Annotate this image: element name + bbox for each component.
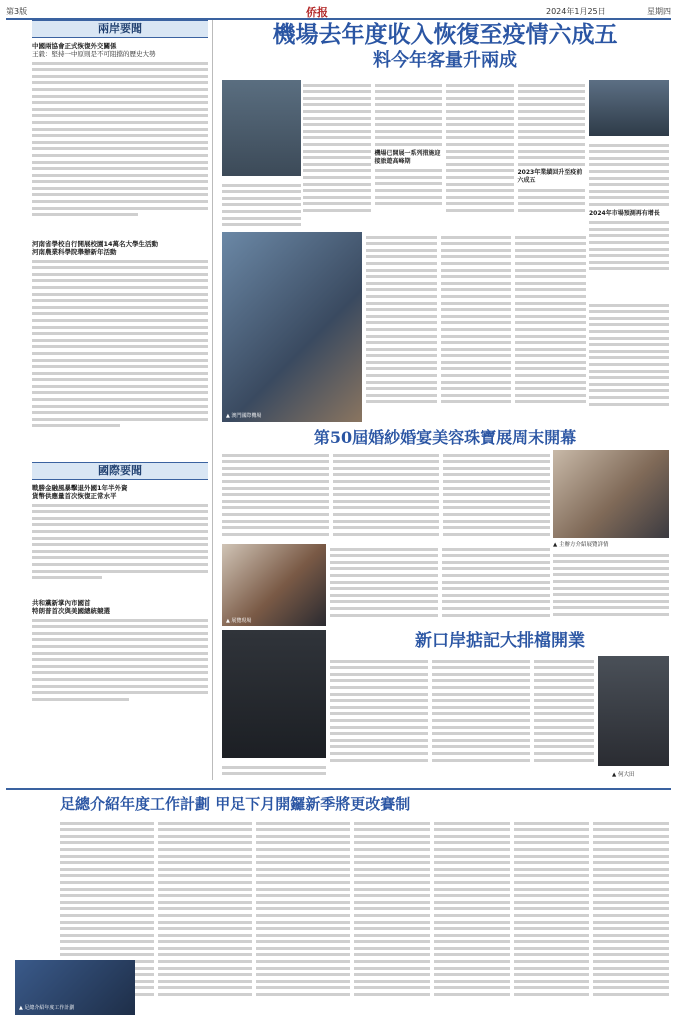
- issue-weekday: 星期四: [647, 7, 671, 16]
- article-headline: 戰勝金融風暴擊退外國1年半外資: [32, 484, 128, 492]
- football-headline: 足總介紹年度工作計劃 甲足下月開鑼新季將更改賽制: [60, 795, 411, 813]
- article-body: [32, 256, 208, 456]
- photo-caption: ▲ 展覽現場: [226, 618, 252, 624]
- main-story-body: [303, 80, 585, 230]
- section-heading-cross-strait: 兩岸要聞: [32, 20, 208, 38]
- wedding-expo-body-lower: [330, 544, 550, 626]
- food-stall-photo-1: [222, 630, 326, 758]
- football-body-right: [354, 818, 669, 1018]
- left-column: [32, 20, 208, 780]
- wedding-expo-side: [553, 550, 669, 626]
- article-headline: 河南農業科學院舉辦新年活動: [32, 248, 117, 256]
- subhead: 2023年業績回升至疫前六成五: [517, 169, 583, 185]
- article-headline: 河南省學校自行開展校園14萬名大學生活動: [32, 240, 159, 248]
- bottom-rule: [6, 788, 671, 790]
- subhead: 機場已開展一系列措施迎接旅遊高峰期: [374, 149, 441, 165]
- article-body: [32, 58, 208, 236]
- article-subheadline: 貨幣供應量首次恢復正常水平: [32, 492, 117, 500]
- newspaper-logo: 侨报: [306, 6, 328, 19]
- food-stall-body: [330, 656, 530, 780]
- main-story-side: [589, 140, 669, 290]
- main-headline: 機場去年度收入恢復至疫情六成五: [272, 21, 618, 48]
- food-stall-headline: 新口岸掂記大排檔開業: [415, 631, 585, 651]
- main-story-side-lower: [589, 300, 669, 422]
- photo-caption: ▲ 足總介紹年度工作計劃: [19, 1005, 75, 1011]
- article-subheadline: 王毅：堅持一中原則是不可阻擋的歷史大勢: [32, 50, 156, 58]
- issue-date: 2024年1月25日: [546, 7, 606, 16]
- photo-caption: ▲ 何大田: [612, 772, 635, 778]
- photo-caption: ▲ 主辦方介紹展覽詳情: [553, 542, 609, 548]
- airport-photo-2: [589, 80, 669, 136]
- photo-caption: ▲ 澳門國際機場: [226, 413, 262, 419]
- page-header: [6, 4, 671, 20]
- main-story-col1-lower: [222, 180, 301, 230]
- airport-event-photo: [222, 232, 362, 422]
- food-stall-lower: [222, 762, 326, 780]
- food-stall-photo-2: [598, 656, 669, 766]
- wedding-expo-photo-1: [553, 450, 669, 538]
- main-subheadline: 料今年客量升兩成: [373, 50, 517, 71]
- article-headline: 中國兩協會正式恢復外交關係: [32, 42, 117, 50]
- wedding-expo-headline: 第50屆婚紗婚宴美容珠寶展周末開幕: [313, 428, 577, 447]
- airport-photo-1: [222, 80, 301, 176]
- subhead: 2024年市場預測再有增長: [589, 209, 660, 217]
- main-story-lower-body: [366, 232, 586, 422]
- page-number: 第3版: [6, 7, 28, 16]
- article-subheadline: 特朗普首次與美國總統競選: [32, 607, 110, 615]
- article-headline: 共和黨新掌內市國首: [32, 599, 91, 607]
- wedding-expo-photo-2: [222, 544, 326, 626]
- article-body: [32, 500, 208, 595]
- food-stall-body-col3: [534, 656, 594, 780]
- section-heading-international: 國際要聞: [32, 462, 208, 480]
- article-body: [32, 615, 208, 725]
- column-divider: [212, 20, 213, 780]
- wedding-expo-body: [222, 450, 550, 542]
